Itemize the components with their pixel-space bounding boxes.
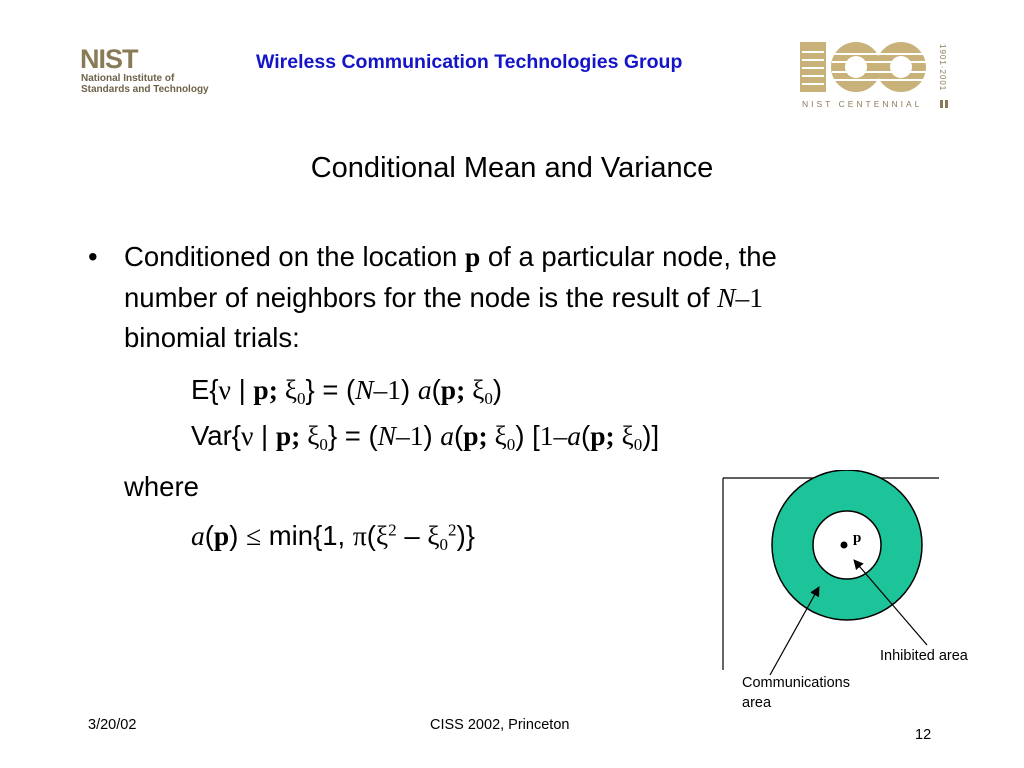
nist-subtitle-line2: Standards and Technology [81,84,209,95]
nist-wordmark: NIST [80,44,138,74]
inhibited-area-label: Inhibited area [880,648,968,664]
centennial-years: 1901·2001 [938,44,947,92]
slide-title: Conditional Mean and Variance [310,152,714,184]
nist-subtitle-line1: National Institute of [81,73,175,84]
nist-logo [80,44,220,100]
body-line-3: binomial trials: [124,322,300,353]
node-label: p [853,530,862,546]
mean-equation: E{ν | p; $\xi_0\} = (N-1)$ a(p; $\xi_0$) [191,374,503,408]
bullet-marker: • [88,241,98,272]
footer-conference: CISS 2002, Princeton [430,717,570,733]
header-title: Wireless Communication Technologies Group [256,51,683,73]
centennial-label: NIST CENTENNIAL [802,99,923,109]
communications-arrow [770,587,819,675]
communications-area-label: Communications area [742,675,850,711]
body-line-2: number of neighbors for the node is the result of N–1 [124,282,763,313]
node-dot [841,542,848,549]
centennial-logo [800,40,952,114]
alpha-inequality: a(p) ≤ min{1, $\pi(\xi^2 - \xi_0^2)$} [191,520,475,554]
body-line-1: Conditioned on the location p of a particular node, the [124,241,777,272]
nist-subtitle [81,73,209,95]
variance-equation: Var{ν | p; $\xi_0\} = (N-1)$ a(p; $\xi_0$) [1–a(p; $\xi_0$)] [191,420,660,454]
location-symbol: p [464,241,481,272]
page-number: 12 [915,727,932,743]
where-label: where [124,471,199,502]
footer-date: 3/20/02 [88,717,137,733]
